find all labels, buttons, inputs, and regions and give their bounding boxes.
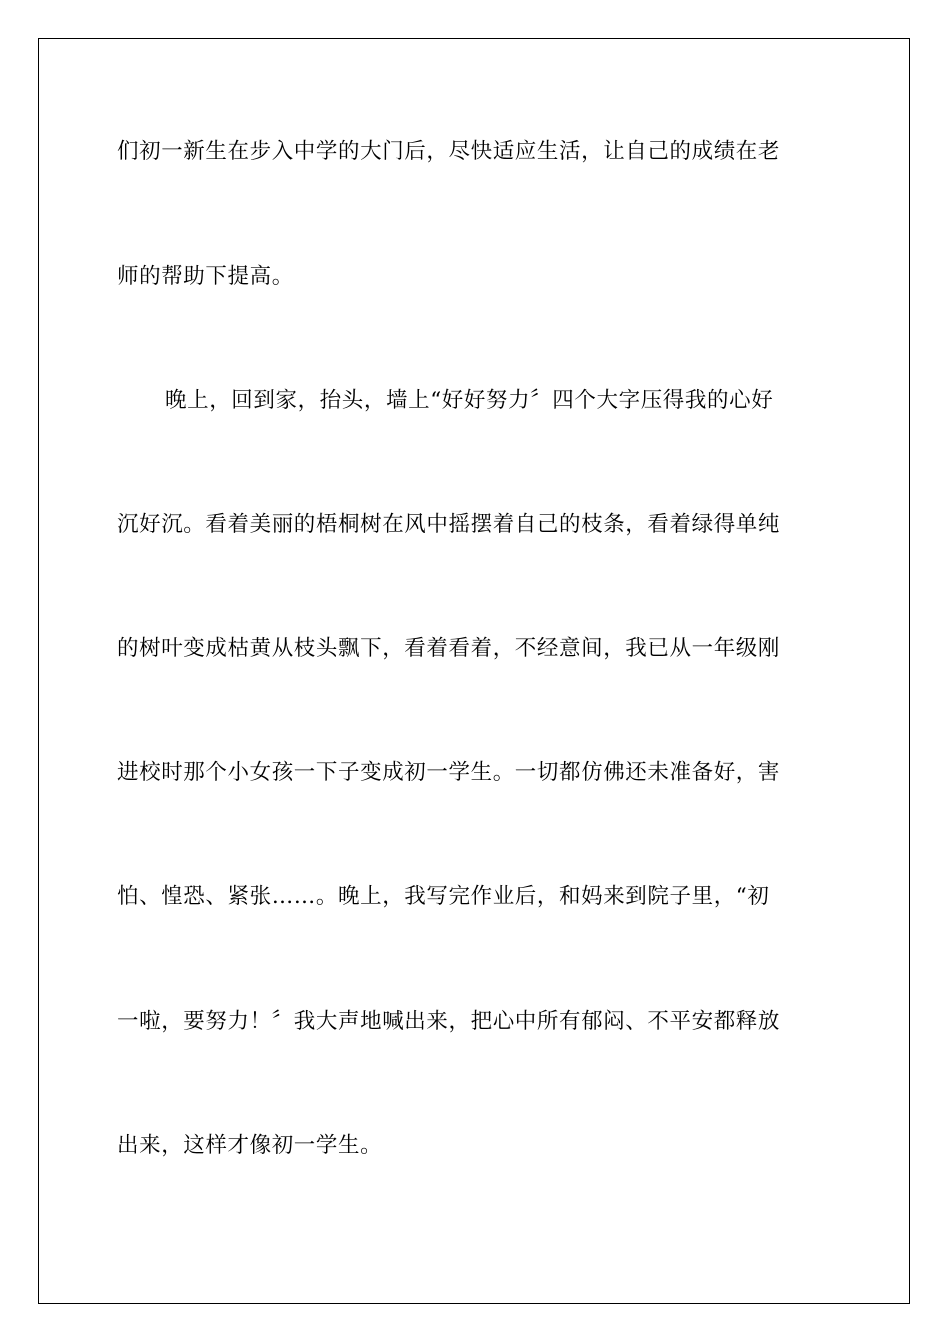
paragraph-first-line: 晚上，回到家，抬头，墙上“好好努力〞四个大字压得我的心好	[165, 388, 774, 413]
text-line: 怕、惶恐、紧张……。晚上，我写完作业后，和妈来到院子里，“初	[117, 884, 770, 909]
text-line: 师的帮助下提高。	[117, 264, 294, 289]
text-line: 出来，这样才像初一学生。	[117, 1133, 383, 1158]
text-line: 的树叶变成枯黄从枝头飘下，看着看着，不经意间，我已从一年级刚	[117, 636, 781, 661]
page-border	[38, 38, 910, 1304]
text-line: 沉好沉。看着美丽的梧桐树在风中摇摆着自己的枝条，看着绿得单纯	[117, 512, 781, 537]
text-line: 们初一新生在步入中学的大门后，尽快适应生活，让自己的成绩在老	[117, 139, 781, 164]
text-line: 进校时那个小女孩一下子变成初一学生。一切都仿佛还未准备好，害	[117, 760, 781, 785]
text-line: 一啦，要努力！〞我大声地喊出来，把心中所有郁闷、不平安都释放	[117, 1009, 781, 1034]
